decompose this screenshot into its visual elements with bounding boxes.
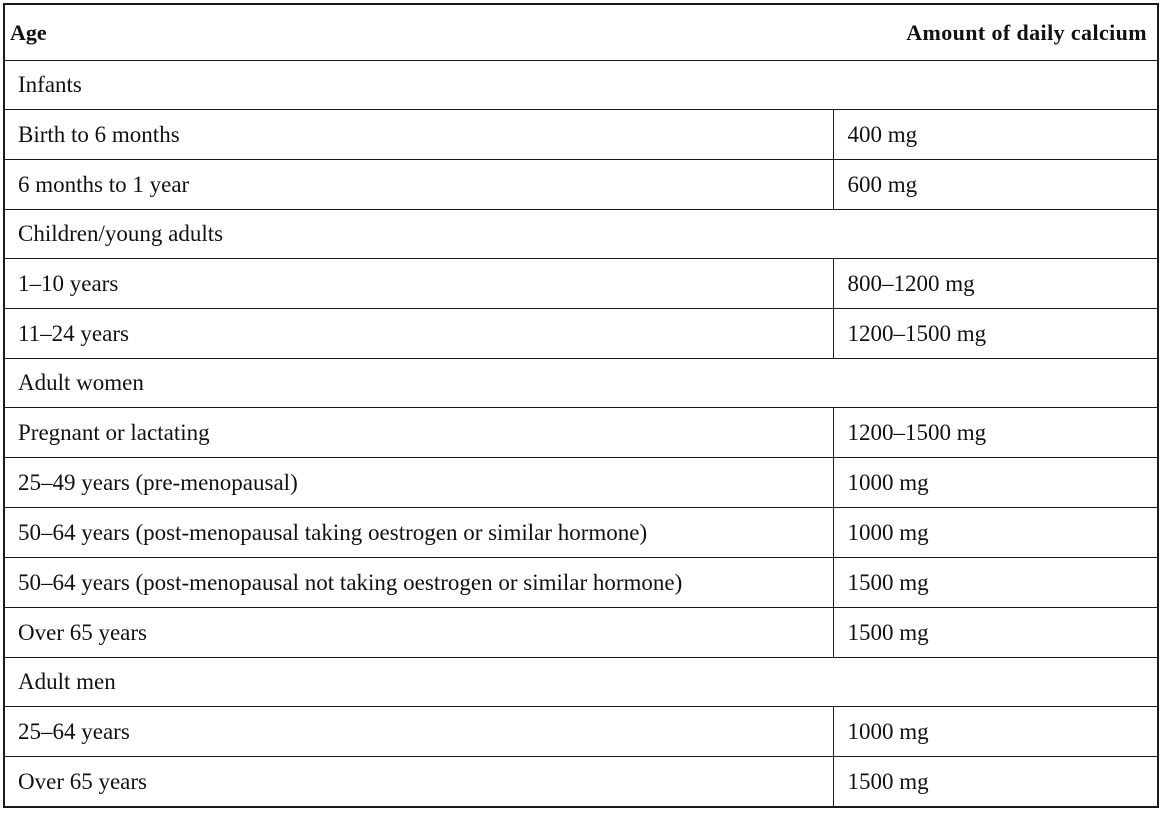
group-row-children-young-adults (4, 210, 1158, 259)
group-label: Adult women (4, 359, 1158, 408)
table-row (4, 707, 1158, 757)
table-row (4, 309, 1158, 359)
amount-cell: 800–1200 mg (833, 259, 1158, 309)
amount-cell: 1500 mg (833, 757, 1158, 808)
group-row-adult-men (4, 658, 1158, 707)
age-cell: 6 months to 1 year (4, 160, 833, 210)
group-row-infants (4, 61, 1158, 110)
amount-cell: 1500 mg (833, 608, 1158, 658)
group-row-adult-women (4, 359, 1158, 408)
table-row (4, 558, 1158, 608)
amount-column-header: Amount of daily calcium (833, 4, 1158, 61)
age-cell: Birth to 6 months (4, 110, 833, 160)
age-cell: 25–49 years (pre-menopausal) (4, 458, 833, 508)
amount-cell: 1200–1500 mg (833, 309, 1158, 359)
age-cell: Over 65 years (4, 608, 833, 658)
age-cell: 50–64 years (post-menopausal not taking oestrogen or similar hormone) (4, 558, 833, 608)
group-label: Infants (4, 61, 1158, 110)
table-row (4, 458, 1158, 508)
age-cell: 1–10 years (4, 259, 833, 309)
calcium-intake-table (3, 3, 1159, 808)
group-label: Adult men (4, 658, 1158, 707)
amount-cell: 1500 mg (833, 558, 1158, 608)
age-column-header: Age (4, 4, 833, 61)
table-row (4, 508, 1158, 558)
table-row (4, 757, 1158, 808)
amount-cell: 1000 mg (833, 707, 1158, 757)
header-row (4, 4, 1158, 61)
table-header (4, 4, 1158, 61)
table-row (4, 408, 1158, 458)
table-row (4, 259, 1158, 309)
age-cell: Pregnant or lactating (4, 408, 833, 458)
amount-cell: 1000 mg (833, 458, 1158, 508)
amount-cell: 400 mg (833, 110, 1158, 160)
table-row (4, 608, 1158, 658)
amount-cell: 1000 mg (833, 508, 1158, 558)
age-cell: 25–64 years (4, 707, 833, 757)
age-cell: 50–64 years (post-menopausal taking oestrogen or similar hormone) (4, 508, 833, 558)
amount-cell: 1200–1500 mg (833, 408, 1158, 458)
table-row (4, 160, 1158, 210)
amount-cell: 600 mg (833, 160, 1158, 210)
table-body (4, 61, 1158, 808)
group-label: Children/young adults (4, 210, 1158, 259)
age-cell: Over 65 years (4, 757, 833, 808)
table-row (4, 110, 1158, 160)
age-cell: 11–24 years (4, 309, 833, 359)
